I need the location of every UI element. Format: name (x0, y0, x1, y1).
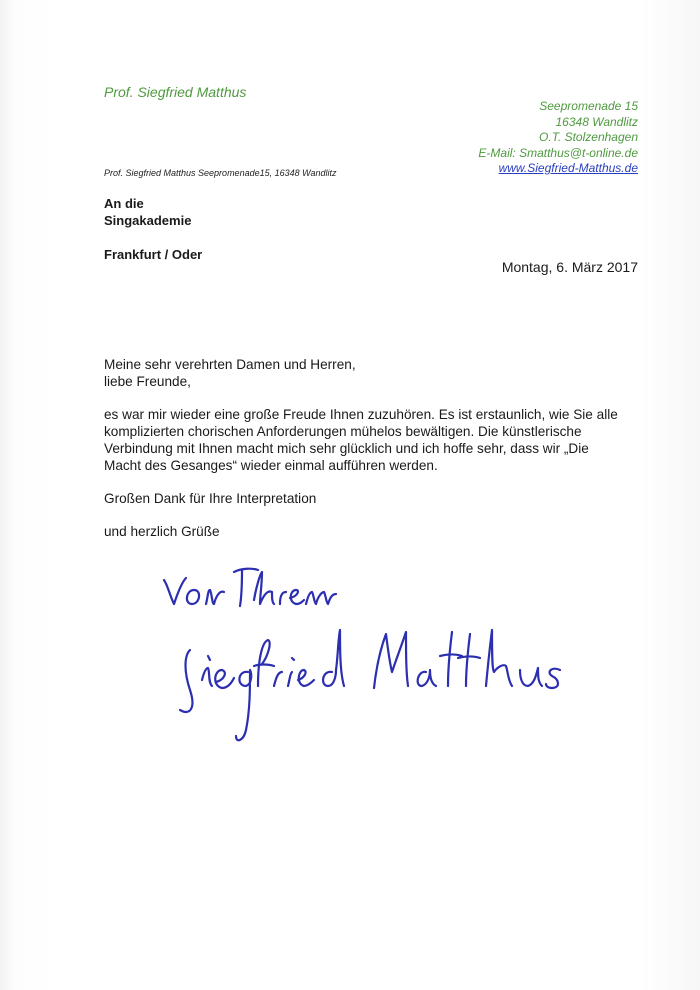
salutation (104, 356, 644, 390)
sender-district: O.T. Stolzenhagen (539, 130, 638, 144)
salutation-line1: Meine sehr verehrten Damen und Herren, (104, 357, 356, 372)
sender-email: E-Mail: Smatthus@t-online.de (478, 145, 638, 160)
sender-name: Prof. Siegfried Matthus (104, 84, 247, 100)
closing-line: und herzlich Grüße (104, 524, 220, 539)
paragraph-line: komplizierten chorischen Anforderungen mühelos bewältigen. Die künstlerische (104, 424, 582, 439)
paragraph-line: Macht des Gesanges“ wieder einmal aufführen werden. (104, 458, 438, 473)
sender-city: 16348 Wandlitz (555, 114, 638, 129)
recipient-line2: Singakademie (104, 213, 192, 228)
return-address-line: Prof. Siegfried Matthus Seepromenade15, 16348 Wandlitz (104, 168, 337, 178)
paragraph-line: es war mir wieder eine große Freude Ihnen zuzuhören. Es ist erstaunlich, wie Sie alle (104, 407, 618, 422)
sender-address-block (478, 99, 638, 177)
main-paragraph (104, 406, 644, 474)
sender-street: Seepromenade 15 (539, 99, 638, 113)
letter-date: Montag, 6. März 2017 (501, 259, 638, 275)
recipient-line1: An die (104, 196, 144, 211)
letter-body (104, 356, 644, 556)
salutation-line2: liebe Freunde, (104, 374, 191, 389)
handwritten-signature (150, 560, 590, 770)
paragraph-line: Verbindung mit Ihnen macht mich sehr glücklich und ich hoffe sehr, dass wir „Die (104, 441, 589, 456)
signature-image (150, 560, 590, 770)
recipient-city: Frankfurt / Oder (104, 247, 203, 262)
sender-website-link[interactable]: www.Siegfried-Matthus.de (498, 161, 638, 175)
thanks-line: Großen Dank für Ihre Interpretation (104, 491, 317, 506)
recipient-block (104, 195, 202, 263)
